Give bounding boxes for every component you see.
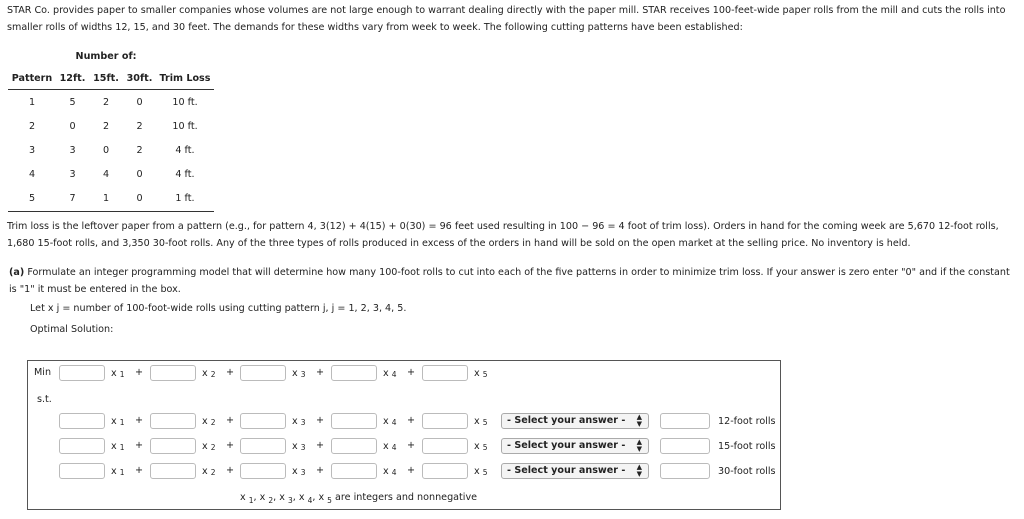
coefficient-input[interactable]: [59, 438, 105, 454]
cell: 2: [28, 120, 36, 132]
cutting-patterns-table: [8, 46, 214, 218]
select-placeholder: - Select your answer -: [507, 415, 626, 426]
select-placeholder: - Select your answer -: [507, 440, 626, 451]
plus-sign: +: [135, 415, 144, 426]
coefficient-input[interactable]: [150, 438, 196, 454]
col-header-trim-loss: Trim Loss: [156, 67, 214, 90]
constraint-type-select[interactable]: [501, 413, 649, 429]
plus-sign: +: [407, 465, 416, 476]
cell: 10 ft.: [172, 120, 198, 132]
min-label: Min: [34, 367, 52, 378]
coefficient-input[interactable]: [150, 413, 196, 429]
table-row: [8, 187, 214, 212]
cell: 1: [28, 96, 36, 108]
cell: 0: [69, 120, 76, 132]
plus-sign: +: [135, 465, 144, 476]
col-header-15ft: 15ft.: [89, 67, 123, 90]
cell: 3: [28, 144, 36, 156]
coefficient-input[interactable]: [422, 413, 468, 429]
plus-sign: +: [135, 367, 144, 378]
cell: 10 ft.: [172, 96, 198, 108]
constraint-label: 15-foot rolls: [718, 441, 776, 452]
intro-paragraph: STAR Co. provides paper to smaller companies whose volumes are not large enough to warrant dealing directly with the paper mill. STAR receives 100-feet-wide paper rolls from the mill and cuts the rolls into smaller rolls of widths 12, 15, and 30 feet. The demands for these widths vary from week to week. The following cutting patterns have been established:: [7, 5, 1006, 33]
plus-sign: +: [226, 465, 235, 476]
col-header-30ft: 30ft.: [123, 67, 156, 90]
cell: 4 ft.: [175, 144, 195, 156]
cell: 4 ft.: [175, 169, 195, 181]
part-a-question: [9, 264, 1014, 298]
constraint-type-select[interactable]: [501, 463, 649, 479]
coefficient-input[interactable]: [331, 413, 377, 429]
variable-definition: Let x j = number of 100-foot-wide rolls using cutting pattern j, j = 1, 2, 3, 4, 5.: [30, 303, 407, 314]
plus-sign: +: [316, 465, 325, 476]
variable-label: x $_3$: [292, 466, 306, 477]
variable-label: x $_2$: [202, 441, 216, 452]
plus-sign: +: [135, 440, 144, 451]
coefficient-input[interactable]: [331, 365, 377, 381]
variable-label: x $_1$: [111, 416, 125, 427]
table-row: [8, 138, 214, 162]
coefficient-input[interactable]: [240, 365, 286, 381]
table-row: [8, 114, 214, 138]
plus-sign: +: [316, 440, 325, 451]
variable-label: x $_4$: [383, 466, 397, 477]
plus-sign: +: [407, 415, 416, 426]
coefficient-input[interactable]: [240, 463, 286, 479]
constraint-label: 30-foot rolls: [718, 466, 776, 477]
coefficient-input[interactable]: [59, 463, 105, 479]
rhs-input[interactable]: [660, 463, 710, 479]
coefficient-input[interactable]: [59, 365, 105, 381]
rhs-input[interactable]: [660, 413, 710, 429]
cell: 3: [69, 169, 76, 181]
coefficient-input[interactable]: [240, 438, 286, 454]
variable-label: x $_5$: [474, 466, 488, 477]
cell: 2: [136, 120, 143, 132]
plus-sign: +: [407, 367, 416, 378]
plus-sign: +: [226, 367, 235, 378]
coefficient-input[interactable]: [331, 463, 377, 479]
table-row: [8, 163, 214, 187]
variable-label: x $_1$: [111, 368, 125, 379]
cell: 0: [136, 193, 143, 205]
coefficient-input[interactable]: [422, 365, 468, 381]
variable-label: x $_3$: [292, 441, 306, 452]
variable-label: x $_2$: [202, 466, 216, 477]
select-placeholder: - Select your answer -: [507, 465, 626, 476]
coefficient-input[interactable]: [150, 365, 196, 381]
variable-label: x $_1$: [111, 441, 125, 452]
coefficient-input[interactable]: [422, 463, 468, 479]
col-header-pattern: Pattern: [8, 67, 56, 90]
variable-label: x $_1$: [111, 466, 125, 477]
variable-label: x $_5$: [474, 368, 488, 379]
optimal-solution-label: Optimal Solution:: [30, 324, 114, 335]
cell: 4: [102, 169, 110, 181]
cell: 0: [136, 96, 143, 108]
cell: 4: [28, 169, 36, 181]
part-a-label: (a): [9, 267, 25, 278]
cell: 0: [136, 169, 143, 181]
variable-label: x $_4$: [383, 416, 397, 427]
cell: 7: [69, 193, 76, 205]
constraint-label: 12-foot rolls: [718, 416, 776, 427]
select-arrows-icon: ▲ ▼: [636, 413, 642, 428]
select-arrows-icon: ▲ ▼: [636, 438, 642, 453]
cell: 3: [69, 144, 76, 156]
plus-sign: +: [316, 367, 325, 378]
variable-label: x $_3$: [292, 368, 306, 379]
coefficient-input[interactable]: [331, 438, 377, 454]
group-header: Number of:: [75, 51, 137, 62]
variable-label: x $_3$: [292, 416, 306, 427]
integer-constraint-note: x $_1$, x $_2$, x $_3$, x $_4$, x $_5$ are integers and nonnegative: [240, 492, 478, 505]
model-box: [27, 360, 781, 510]
rhs-input[interactable]: [660, 438, 710, 454]
cell: 5: [69, 96, 76, 108]
part-a-text: Formulate an integer programming model that will determine how many 100-foot rolls to cut into each of the five patterns in order to minimize trim loss. If your answer is zero enter "0" and if the constant is "1" it must be entered in the box.: [9, 267, 1010, 295]
st-label: s.t.: [37, 394, 52, 405]
variable-label: x $_4$: [383, 368, 397, 379]
cell: 2: [102, 120, 110, 132]
cell: 5: [28, 193, 36, 205]
variable-label: x $_4$: [383, 441, 397, 452]
cell: 1 ft.: [175, 193, 195, 205]
plus-sign: +: [407, 440, 416, 451]
coefficient-input[interactable]: [150, 463, 196, 479]
cell: 2: [136, 144, 143, 156]
cell: 0: [102, 144, 110, 156]
plus-sign: +: [226, 415, 235, 426]
plus-sign: +: [226, 440, 235, 451]
trim-loss-paragraph: Trim loss is the leftover paper from a pattern (e.g., for pattern 4, 3(12) + 4(15) + 0(30) = 96 feet used resulting in 100 − 96 = 4 foot of trim loss). Orders in hand for the coming week are 5,670 12-foot rolls, 1,680 15-foot rolls, and 3,350 30-foot rolls. Any of the three types of rolls produced in excess of the orders in hand will be sold on the open market at the selling price. No inventory is held.: [7, 221, 999, 249]
cell: 1: [102, 193, 110, 205]
variable-label: x $_2$: [202, 416, 216, 427]
coefficient-input[interactable]: [240, 413, 286, 429]
constraint-type-select[interactable]: [501, 438, 649, 454]
table-row: [8, 90, 214, 115]
variable-label: x $_5$: [474, 441, 488, 452]
variable-label: x $_5$: [474, 416, 488, 427]
variable-label: x $_2$: [202, 368, 216, 379]
coefficient-input[interactable]: [59, 413, 105, 429]
cell: 2: [102, 96, 110, 108]
plus-sign: +: [316, 415, 325, 426]
table-bottom-rule: [8, 211, 214, 218]
select-arrows-icon: ▲ ▼: [636, 463, 642, 478]
coefficient-input[interactable]: [422, 438, 468, 454]
col-header-12ft: 12ft.: [56, 67, 89, 90]
